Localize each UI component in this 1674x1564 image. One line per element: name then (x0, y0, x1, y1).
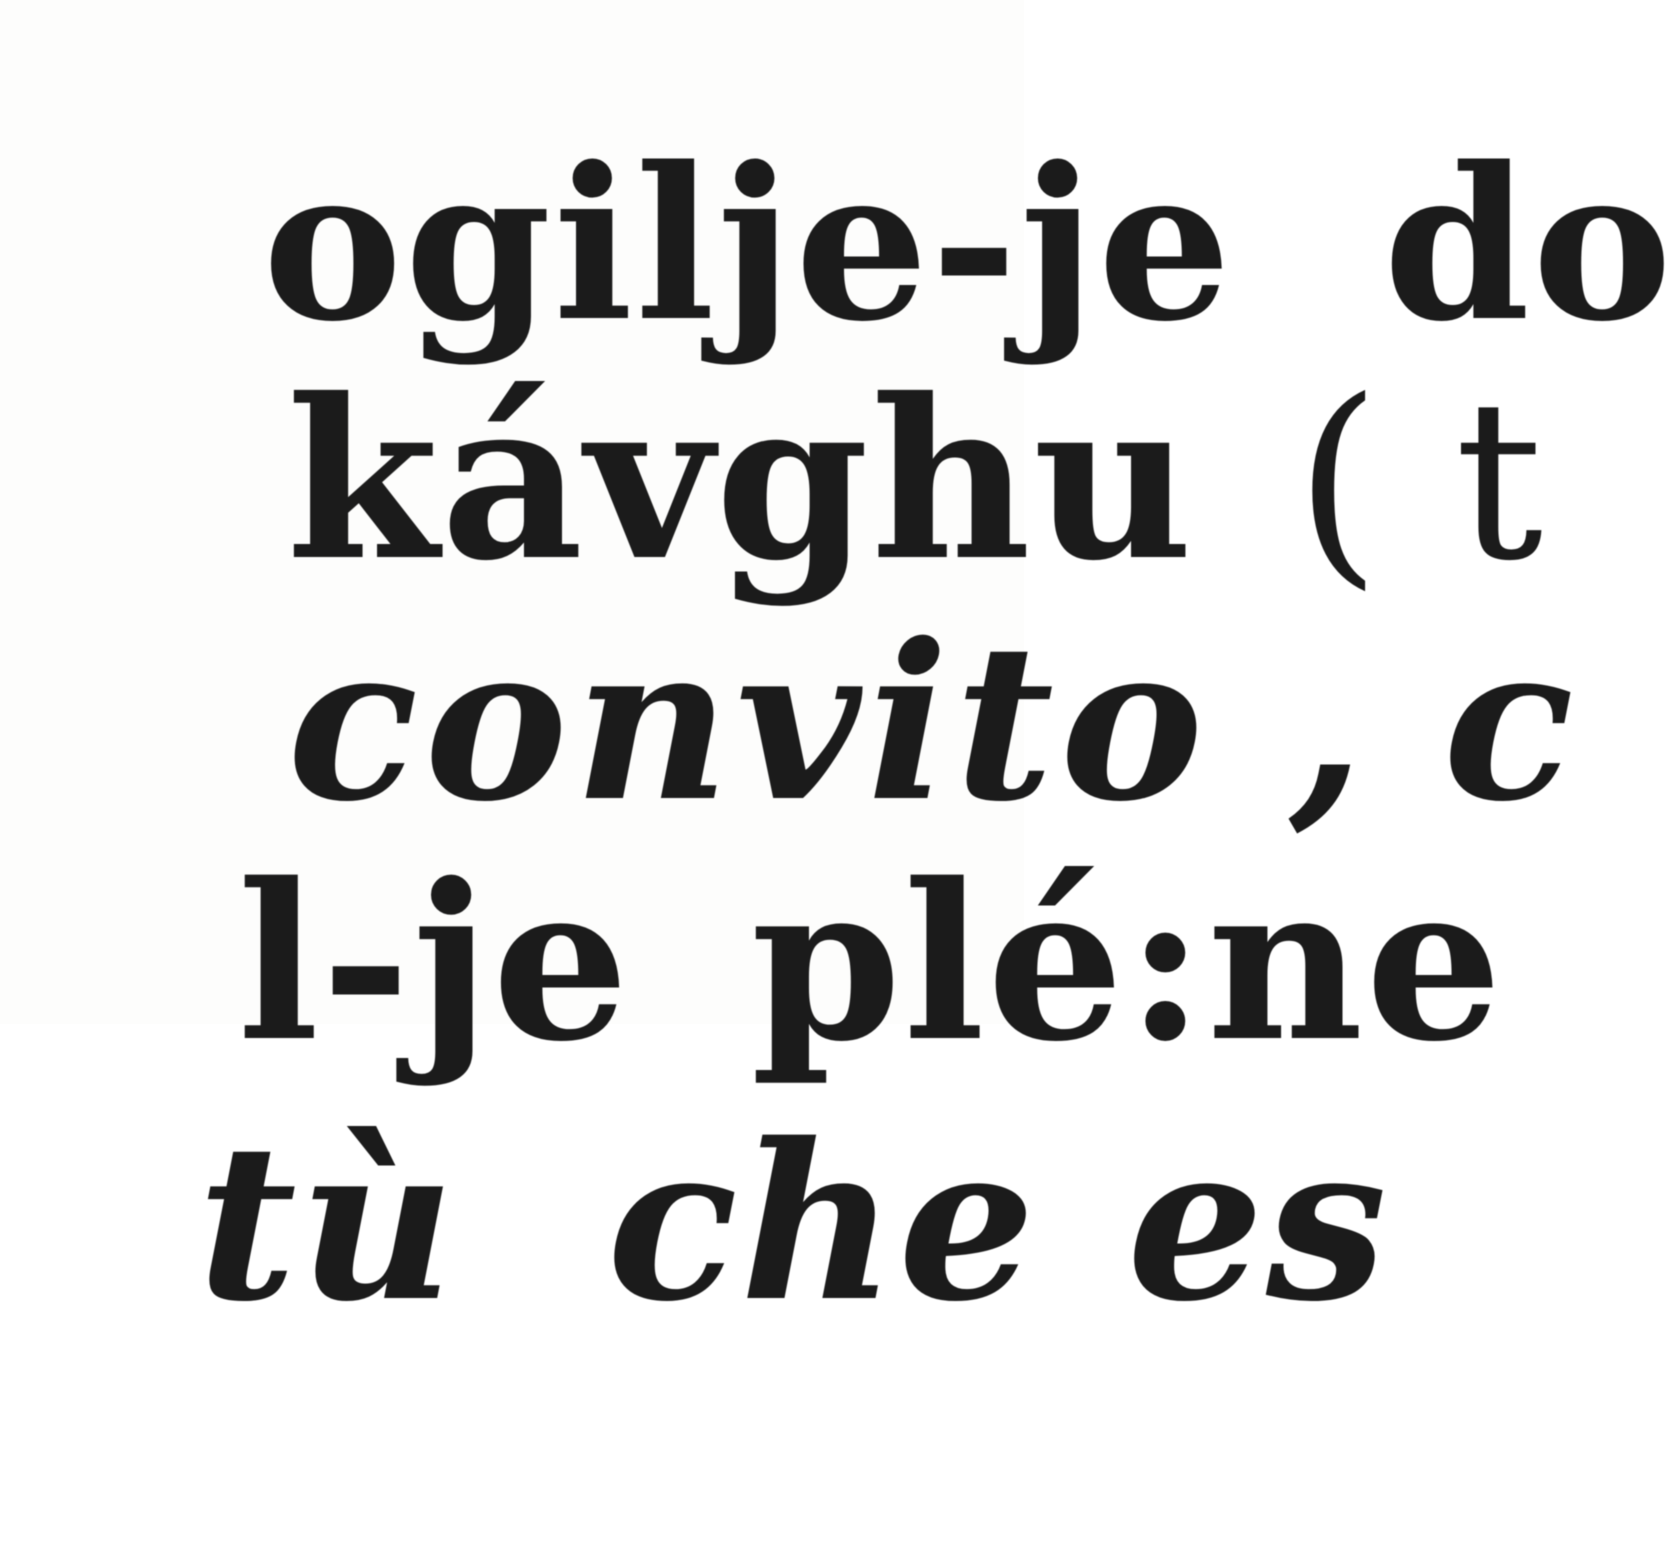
word: ogilje-je (262, 121, 1234, 368)
word: kávghu (286, 350, 1195, 609)
text-line-5 (0, 900, 1389, 1545)
word: tù (197, 1096, 458, 1349)
word: , c (1289, 596, 1576, 849)
word: che (607, 1096, 1038, 1349)
word: plé:ne (750, 836, 1505, 1089)
word: do (1383, 121, 1674, 368)
word: convito (287, 596, 1210, 849)
word: l-je (237, 836, 631, 1089)
word: ( t (1294, 353, 1546, 609)
word: es (1127, 1096, 1389, 1349)
